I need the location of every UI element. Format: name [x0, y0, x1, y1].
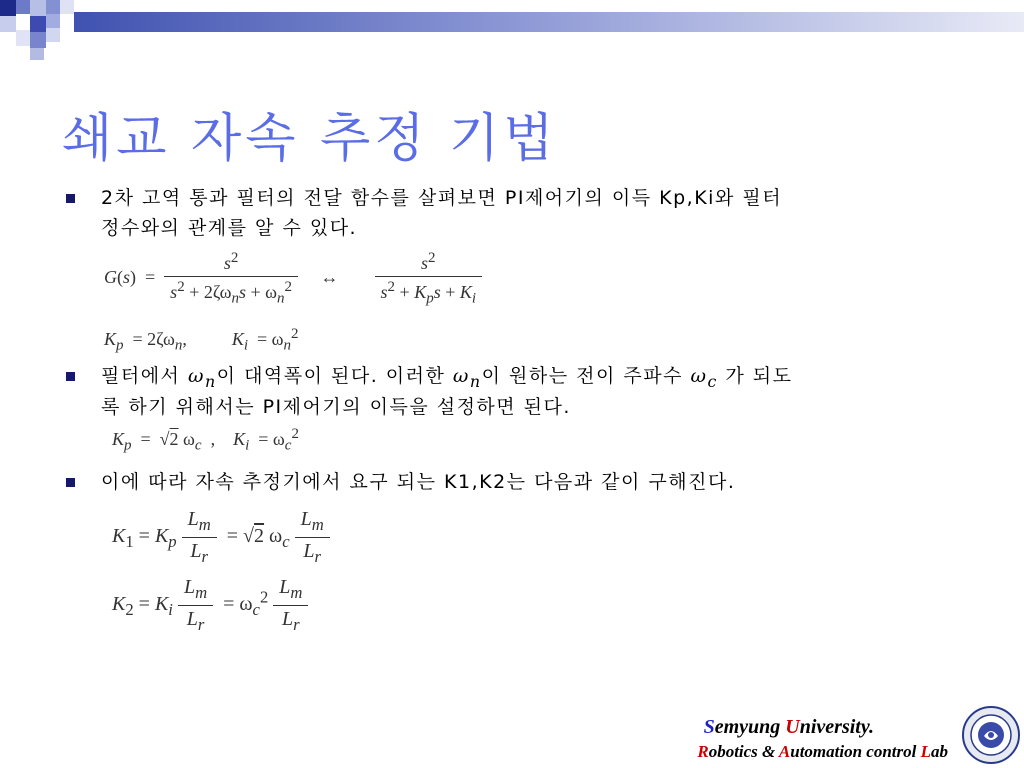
equation-k2: $K_2 = K_i$ $\frac{L_m}{L_r}$ = $\omega_c^2$ $\frac{L_m}{L_r}$: [112, 576, 308, 635]
bullet-2-line-2: 록 하기 위해서는 PI제어기의 이득을 설정하면 된다.: [101, 396, 571, 418]
bullet-2-line-1: 필터에서 $\omega_n$이 대역폭이 된다. 이러한 $\omega_n$이 원하는 전이 주파수 $\omega_c$ 가 되도: [101, 365, 793, 391]
bullet-marker-2: [66, 372, 75, 381]
equation-kp-ki-omega-c: $K_p = √2$ $\omega_c$ , $K_i = \omega_c^2$: [112, 426, 299, 454]
footer-lab-name: Robotics & Automation control Lab: [697, 742, 948, 761]
bullet-1-line-1: 2차 고역 통과 필터의 전달 함수를 살펴보면 PI제어기의 이득 Kp,Ki와 필터: [101, 187, 783, 209]
bullet-3-text: 이에 따라 자속 추정기에서 요구 되는 K1,K2는 다음과 같이 구해진다.: [101, 471, 736, 493]
bullet-1-line-2: 정수와의 관계를 알 수 있다.: [101, 217, 358, 239]
footer-university-name: Semyung University.: [703, 716, 874, 738]
slide-title: 쇄교 자속 추정 기법: [62, 109, 558, 169]
bullet-marker-3: [66, 478, 75, 487]
equation-transfer-function: G(s) = $\frac{s^2}{s^2 + 2\zeta\omega_ns + \omega_n^2}$ ↔ $\frac{s^2}{s^2 + K_ps + K_i}$: [104, 250, 482, 308]
equation-k1: $K_1 = K_p$ $\frac{L_m}{L_r}$ = √2 $\omega_c$ $\frac{L_m}{L_r}$: [112, 508, 330, 567]
bullet-marker-1: [66, 194, 75, 203]
equation-kp-ki-relation: $K_p = 2\zeta\omega_n$, $K_i = \omega_n^2$: [104, 326, 299, 354]
header-bar: [74, 12, 1024, 32]
university-seal-logo: [962, 706, 1020, 764]
